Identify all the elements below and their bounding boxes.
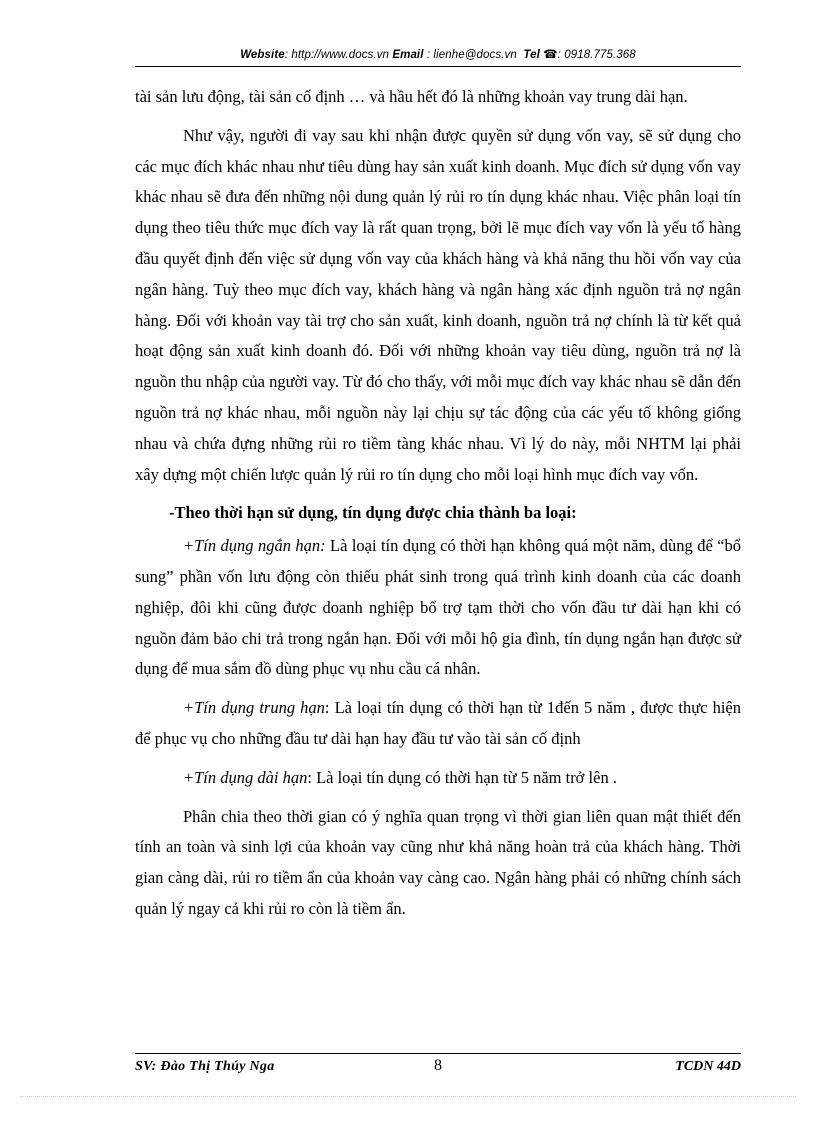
website-value[interactable]: : http://www.docs.vn (284, 49, 390, 61)
paragraph-continuation: tài sản lưu động, tài sản cố định … và hầu hết đó là những khoản vay trung dài hạn. (135, 87, 688, 106)
short-term-term: +Tín dụng ngắn hạn: (183, 536, 326, 556)
page-bottom-border (20, 1096, 796, 1097)
paragraph-medium-term (135, 693, 741, 755)
tel-value: : 0918.775.368 (557, 49, 636, 61)
tel-label: Tel (523, 49, 540, 61)
section-heading: -Theo thời hạn sử dụng, tín dụng được chia thành ba loại: (169, 503, 577, 523)
telephone-icon: ☎ (543, 49, 558, 61)
page-footer (135, 1059, 741, 1081)
page-header (135, 47, 741, 61)
medium-term-text: : Là loại tín dụng có thời hạn từ 1đến 5 năm , được thực hiện để phục vụ cho những đầu tư dài hạn hay đầu tư vào tài sản cố định (135, 698, 741, 748)
document-body (135, 82, 741, 927)
paragraph-time-classification: Phân chia theo thời gian có ý nghĩa quan trọng vì thời gian liên quan mật thiết đến tính an toàn và sinh lợi của khoản vay cũng như khả năng hoàn trả của khách hàng. Thời gian càng dài, rủi ro tiềm ẩn của khoản vay càng cao. Ngân hàng phải có những chính sách quản lý ngay cả khi rủi ro còn là tiềm ẩn. (135, 806, 741, 918)
paragraph-long-term (135, 763, 741, 794)
email-value[interactable]: : lienhe@docs.vn (423, 49, 517, 61)
footer-author: SV: Đào Thị Thúy Nga (135, 1059, 275, 1074)
medium-term-term: +Tín dụng trung hạn (183, 698, 325, 718)
website-label: Website (240, 49, 285, 61)
paragraph-loan-purpose: Như vậy, người đi vay sau khi nhận được quyền sử dụng vốn vay, sẽ sử dụng cho các mục đích khác nhau như tiêu dùng hay sản xuất kinh doanh. Mục đích sử dụng vốn vay khác nhau sẽ đưa đến những nội dung quản lý rủi ro tín dụng khác nhau. Việc phân loại tín dụng theo tiêu thức mục đích vay là rất quan trọng, bởi lẽ mục đích vay vốn là yếu tố hàng đầu quyết định đến việc sử dụng vốn vay của khách hàng và khả năng thu hồi vốn vay của ngân hàng. Tuỳ theo mục đích vay, khách hàng và ngân hàng xác định nguồn trả nợ ngân hàng. Đối với khoản vay tài trợ cho sản xuất, kinh doanh, nguồn trả nợ chính là từ kết quả hoạt động sản xuất kinh doanh đó. Đối với những khoản vay tiêu dùng, nguồn trả nợ là nguồn thu nhập của người vay. Từ đó cho thấy, với mỗi mục đích vay khác nhau sẽ dẫn đến nguồn trả nợ khác nhau, mỗi nguồn này lại chịu sự tác động của các yếu tố không giống nhau và chứa đựng những rủi ro tiềm tàng khác nhau. Vì lý do này, mỗi NHTM lại phải xây dựng một chiến lược quản lý rủi ro tín dụng cho mỗi loại hình mục đích vay vốn. (135, 125, 741, 484)
long-term-term: +Tín dụng dài hạn (183, 767, 308, 787)
short-term-text: Là loại tín dụng có thời hạn không quá một năm, dùng để “bổ sung” phần vốn lưu động còn thiếu phát sinh trong quá trình kinh doanh của các doanh nghiệp, đôi khi cũng được doanh nghiệp bổ trợ tạm thời cho vốn đầu tư dài hạn khi có nguồn đảm bảo chi trả trong ngắn hạn. Đối với mỗi hộ gia đình, tín dụng ngắn hạn được sử dụng để mua sắm đồ dùng phục vụ nhu cầu cá nhân. (135, 536, 742, 679)
footer-class-code: TCDN 44D (675, 1059, 741, 1074)
header-divider (135, 66, 741, 67)
footer-divider (135, 1053, 741, 1054)
paragraph-short-term (135, 531, 741, 685)
long-term-text: : Là loại tín dụng có thời hạn từ 5 năm trở lên . (307, 767, 617, 787)
email-label: Email (392, 49, 424, 61)
page-number: 8 (434, 1057, 442, 1074)
